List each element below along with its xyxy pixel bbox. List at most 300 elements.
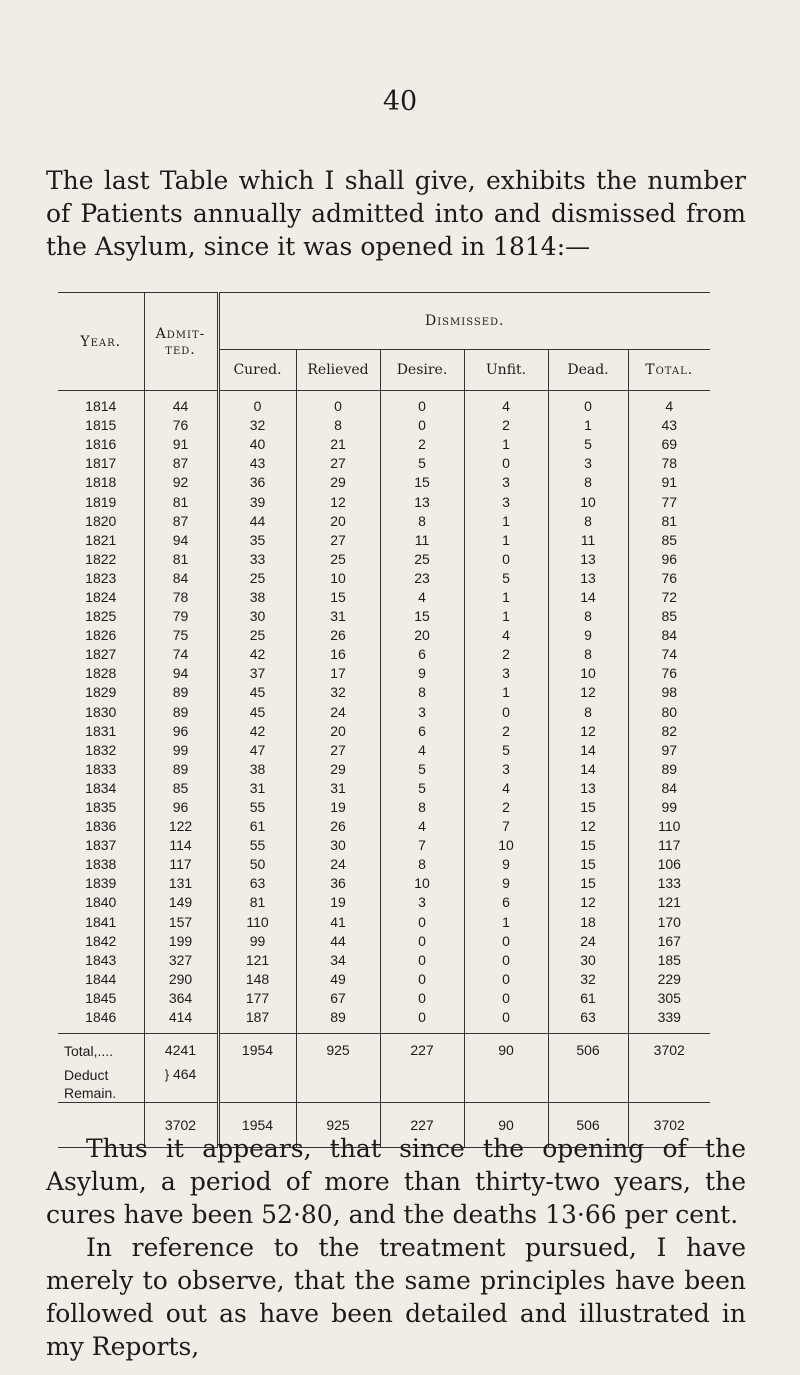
cell-relieved: 27 xyxy=(296,454,380,473)
cell-cured: 0 xyxy=(218,391,296,417)
cell-admitted: 122 xyxy=(144,817,218,836)
cell-total: 82 xyxy=(661,722,678,739)
cell-relieved: 0 xyxy=(296,391,380,417)
cell-year: 1846 xyxy=(58,1008,144,1034)
cell-dead: 8 xyxy=(548,703,628,722)
cell-cured: 33 xyxy=(218,550,296,569)
cell-unfit: 1 xyxy=(464,512,548,531)
table-row xyxy=(58,760,710,779)
cell-admitted: 75 xyxy=(144,626,218,645)
header-dead: Dead. xyxy=(548,350,628,391)
cell-relieved: 19 xyxy=(296,798,380,817)
table-row xyxy=(58,779,710,798)
cell-year: 1837 xyxy=(58,836,144,855)
cell-total: 106 xyxy=(657,856,681,873)
table-row xyxy=(58,626,710,645)
cell-dead: 14 xyxy=(548,741,628,760)
cell-dead: 13 xyxy=(548,550,628,569)
cell-desire: 7 xyxy=(380,836,464,855)
cell-unfit: 0 xyxy=(464,1008,548,1034)
totals-desire: 227 xyxy=(380,1034,464,1103)
totals-label: Total,.... xyxy=(58,1034,144,1065)
cell-cured: 61 xyxy=(218,817,296,836)
cell-unfit: 1 xyxy=(464,435,548,454)
cell-year: 1825 xyxy=(58,607,144,626)
cell-year: 1835 xyxy=(58,798,144,817)
cell-total: 96 xyxy=(661,550,678,567)
cell-unfit: 4 xyxy=(464,779,548,798)
cell-relieved: 89 xyxy=(296,1008,380,1034)
cell-relieved: 32 xyxy=(296,683,380,702)
cell-dead: 61 xyxy=(548,989,628,1008)
cell-cured: 45 xyxy=(218,703,296,722)
cell-cured: 25 xyxy=(218,569,296,588)
cell-unfit: 1 xyxy=(464,913,548,932)
cell-year: 1844 xyxy=(58,970,144,989)
page-number: 40 xyxy=(382,86,418,117)
final-desire: 227 xyxy=(380,1103,464,1148)
cell-year: 1840 xyxy=(58,893,144,912)
cell-admitted: 117 xyxy=(144,855,218,874)
table-row xyxy=(58,722,710,741)
cell-unfit: 2 xyxy=(464,722,548,741)
conclusion-text xyxy=(46,1132,746,1363)
cell-total: 80 xyxy=(661,703,678,720)
table-row xyxy=(58,550,710,569)
table-row xyxy=(58,798,710,817)
cell-year: 1829 xyxy=(58,683,144,702)
cell-total: 76 xyxy=(661,665,678,682)
table-row xyxy=(58,836,710,855)
cell-unfit: 6 xyxy=(464,893,548,912)
cell-admitted: 89 xyxy=(144,683,218,702)
cell-relieved: 44 xyxy=(296,932,380,951)
table-row xyxy=(58,970,710,989)
cell-desire: 13 xyxy=(380,492,464,511)
cell-relieved: 67 xyxy=(296,989,380,1008)
cell-desire: 0 xyxy=(380,416,464,435)
cell-unfit: 2 xyxy=(464,645,548,664)
cell-year: 1836 xyxy=(58,817,144,836)
cell-dead: 15 xyxy=(548,836,628,855)
cell-year: 1834 xyxy=(58,779,144,798)
cell-total: 91 xyxy=(661,474,678,491)
cell-cured: 55 xyxy=(218,798,296,817)
cell-total: 84 xyxy=(661,627,678,644)
cell-year: 1818 xyxy=(58,473,144,492)
cell-unfit: 5 xyxy=(464,741,548,760)
cell-dead: 12 xyxy=(548,817,628,836)
final-cured: 1954 xyxy=(218,1103,296,1148)
cell-unfit: 1 xyxy=(464,588,548,607)
cell-desire: 15 xyxy=(380,473,464,492)
cell-admitted: 99 xyxy=(144,741,218,760)
cell-relieved: 21 xyxy=(296,435,380,454)
cell-year: 1833 xyxy=(58,760,144,779)
cell-year: 1838 xyxy=(58,855,144,874)
cell-relieved: 16 xyxy=(296,645,380,664)
cell-admitted: 149 xyxy=(144,893,218,912)
cell-dead: 8 xyxy=(548,473,628,492)
cell-year: 1824 xyxy=(58,588,144,607)
cell-relieved: 8 xyxy=(296,416,380,435)
cell-dead: 1 xyxy=(548,416,628,435)
cell-relieved: 19 xyxy=(296,893,380,912)
header-year: Year. xyxy=(58,293,144,391)
cell-admitted: 96 xyxy=(144,798,218,817)
cell-cured: 99 xyxy=(218,932,296,951)
cell-desire: 4 xyxy=(380,741,464,760)
cell-dead: 14 xyxy=(548,588,628,607)
cell-admitted: 74 xyxy=(144,645,218,664)
cell-unfit: 2 xyxy=(464,798,548,817)
cell-dead: 15 xyxy=(548,874,628,893)
brace-icon: } xyxy=(164,1067,170,1083)
header-admitted: Admit-ted. xyxy=(144,293,218,391)
cell-desire: 5 xyxy=(380,454,464,473)
cell-unfit: 3 xyxy=(464,760,548,779)
header-unfit: Unfit. xyxy=(464,350,548,391)
cell-year: 1817 xyxy=(58,454,144,473)
cell-total: 133 xyxy=(657,875,681,892)
cell-cured: 42 xyxy=(218,645,296,664)
cell-admitted: 44 xyxy=(144,391,218,417)
final-admitted: 3702 xyxy=(144,1103,218,1148)
cell-relieved: 49 xyxy=(296,970,380,989)
cell-dead: 12 xyxy=(548,893,628,912)
cell-dead: 10 xyxy=(548,664,628,683)
cell-dead: 10 xyxy=(548,492,628,511)
cell-admitted: 199 xyxy=(144,932,218,951)
table-body xyxy=(58,391,710,1034)
cell-dead: 32 xyxy=(548,970,628,989)
header-cured: Cured. xyxy=(218,350,296,391)
cell-year: 1845 xyxy=(58,989,144,1008)
cell-year: 1823 xyxy=(58,569,144,588)
cell-year: 1820 xyxy=(58,512,144,531)
cell-admitted: 89 xyxy=(144,703,218,722)
cell-relieved: 24 xyxy=(296,703,380,722)
cell-unfit: 4 xyxy=(464,626,548,645)
conclusion-paragraph-2: In reference to the treatment pursued, I have merely to observe, that the same principles have been followed out as have been detailed and illustrated in my Reports, xyxy=(46,1233,746,1361)
cell-desire: 8 xyxy=(380,798,464,817)
table-row xyxy=(58,454,710,473)
cell-desire: 23 xyxy=(380,569,464,588)
final-dead: 506 xyxy=(548,1103,628,1148)
cell-total: 89 xyxy=(661,760,678,777)
cell-desire: 0 xyxy=(380,913,464,932)
cell-relieved: 27 xyxy=(296,741,380,760)
cell-year: 1827 xyxy=(58,645,144,664)
cell-desire: 11 xyxy=(380,531,464,550)
cell-total: 339 xyxy=(657,1009,681,1026)
cell-cured: 45 xyxy=(218,683,296,702)
cell-dead: 24 xyxy=(548,932,628,951)
cell-total: 117 xyxy=(658,837,681,854)
cell-admitted: 81 xyxy=(144,550,218,569)
cell-cured: 177 xyxy=(218,989,296,1008)
cell-dead: 5 xyxy=(548,435,628,454)
cell-unfit: 4 xyxy=(464,391,548,417)
totals-cured: 1954 xyxy=(218,1034,296,1103)
cell-unfit: 5 xyxy=(464,569,548,588)
table-row xyxy=(58,874,710,893)
cell-cured: 31 xyxy=(218,779,296,798)
table-row xyxy=(58,391,710,417)
cell-unfit: 0 xyxy=(464,970,548,989)
final-relieved: 925 xyxy=(296,1103,380,1148)
cell-dead: 12 xyxy=(548,683,628,702)
header-relieved: Relieved xyxy=(296,350,380,391)
cell-admitted: 87 xyxy=(144,512,218,531)
cell-dead: 8 xyxy=(548,512,628,531)
cell-unfit: 2 xyxy=(464,416,548,435)
cell-dead: 14 xyxy=(548,760,628,779)
deduct-value: 464 xyxy=(172,1066,197,1083)
final-total: 3702 xyxy=(628,1103,710,1148)
header-desire: Desire. xyxy=(380,350,464,391)
cell-unfit: 0 xyxy=(464,550,548,569)
table-row xyxy=(58,951,710,970)
cell-admitted: 87 xyxy=(144,454,218,473)
deduct-label: Deduct Remain. xyxy=(58,1064,144,1103)
cell-desire: 0 xyxy=(380,951,464,970)
cell-dead: 12 xyxy=(548,722,628,741)
cell-total: 98 xyxy=(661,684,678,701)
cell-total: 185 xyxy=(657,951,681,968)
table-row xyxy=(58,1008,710,1034)
cell-unfit: 1 xyxy=(464,531,548,550)
cell-total: 85 xyxy=(661,531,678,548)
cell-cured: 55 xyxy=(218,836,296,855)
cell-relieved: 26 xyxy=(296,817,380,836)
cell-desire: 0 xyxy=(380,391,464,417)
cell-cured: 44 xyxy=(218,512,296,531)
header-dismissed: Dismissed. xyxy=(218,293,710,350)
table-row xyxy=(58,664,710,683)
cell-desire: 3 xyxy=(380,703,464,722)
table-row xyxy=(58,741,710,760)
cell-desire: 2 xyxy=(380,435,464,454)
cell-cured: 81 xyxy=(218,893,296,912)
admissions-table-container xyxy=(58,292,710,1148)
table-row xyxy=(58,607,710,626)
cell-relieved: 17 xyxy=(296,664,380,683)
admissions-dismissals-table xyxy=(58,292,710,1148)
cell-desire: 5 xyxy=(380,760,464,779)
cell-admitted: 91 xyxy=(144,435,218,454)
cell-dead: 11 xyxy=(548,531,628,550)
totals-dead: 506 xyxy=(548,1034,628,1103)
cell-desire: 0 xyxy=(380,989,464,1008)
cell-cured: 38 xyxy=(218,588,296,607)
cell-relieved: 24 xyxy=(296,855,380,874)
cell-dead: 3 xyxy=(548,454,628,473)
cell-dead: 9 xyxy=(548,626,628,645)
cell-dead: 63 xyxy=(548,1008,628,1034)
cell-desire: 10 xyxy=(380,874,464,893)
cell-admitted: 92 xyxy=(144,473,218,492)
cell-year: 1843 xyxy=(58,951,144,970)
cell-relieved: 27 xyxy=(296,531,380,550)
cell-desire: 25 xyxy=(380,550,464,569)
cell-admitted: 78 xyxy=(144,588,218,607)
cell-cured: 38 xyxy=(218,760,296,779)
cell-desire: 4 xyxy=(380,817,464,836)
cell-relieved: 41 xyxy=(296,913,380,932)
table-row xyxy=(58,435,710,454)
cell-year: 1822 xyxy=(58,550,144,569)
cell-year: 1830 xyxy=(58,703,144,722)
conclusion-paragraph-1: Thus it appears, that since the opening of the Asylum, a period of more than thirty-two years, the cures have been 52·80, and the deaths 13·66 per cent. xyxy=(46,1134,746,1229)
cell-total: 170 xyxy=(657,913,681,930)
table-row xyxy=(58,703,710,722)
cell-unfit: 9 xyxy=(464,855,548,874)
cell-year: 1842 xyxy=(58,932,144,951)
cell-dead: 15 xyxy=(548,798,628,817)
cell-year: 1841 xyxy=(58,913,144,932)
cell-cured: 110 xyxy=(218,913,296,932)
table-row xyxy=(58,855,710,874)
cell-total: 229 xyxy=(657,970,681,987)
cell-relieved: 31 xyxy=(296,779,380,798)
cell-cured: 47 xyxy=(218,741,296,760)
cell-dead: 15 xyxy=(548,855,628,874)
table-row xyxy=(58,932,710,951)
cell-cured: 32 xyxy=(218,416,296,435)
cell-total: 110 xyxy=(658,818,681,835)
deduct-value-cell xyxy=(144,1064,218,1103)
cell-relieved: 12 xyxy=(296,492,380,511)
cell-unfit: 0 xyxy=(464,454,548,473)
cell-unfit: 10 xyxy=(464,836,548,855)
cell-desire: 3 xyxy=(380,893,464,912)
cell-unfit: 0 xyxy=(464,989,548,1008)
table-row xyxy=(58,588,710,607)
cell-admitted: 290 xyxy=(144,970,218,989)
cell-cured: 39 xyxy=(218,492,296,511)
cell-cured: 43 xyxy=(218,454,296,473)
cell-unfit: 1 xyxy=(464,607,548,626)
cell-admitted: 96 xyxy=(144,722,218,741)
cell-desire: 4 xyxy=(380,588,464,607)
table-row xyxy=(58,492,710,511)
cell-year: 1832 xyxy=(58,741,144,760)
cell-relieved: 20 xyxy=(296,512,380,531)
table-row xyxy=(58,416,710,435)
cell-total: 99 xyxy=(661,799,678,816)
cell-total: 85 xyxy=(661,608,678,625)
cell-desire: 8 xyxy=(380,683,464,702)
cell-unfit: 0 xyxy=(464,951,548,970)
cell-relieved: 34 xyxy=(296,951,380,970)
cell-year: 1816 xyxy=(58,435,144,454)
cell-desire: 15 xyxy=(380,607,464,626)
cell-dead: 0 xyxy=(548,391,628,417)
cell-desire: 8 xyxy=(380,855,464,874)
table-row xyxy=(58,569,710,588)
cell-year: 1839 xyxy=(58,874,144,893)
cell-admitted: 114 xyxy=(144,836,218,855)
cell-total: 77 xyxy=(661,493,678,510)
cell-year: 1826 xyxy=(58,626,144,645)
cell-admitted: 157 xyxy=(144,913,218,932)
cell-cured: 35 xyxy=(218,531,296,550)
cell-cured: 42 xyxy=(218,722,296,741)
cell-dead: 8 xyxy=(548,645,628,664)
totals-unfit: 90 xyxy=(464,1034,548,1103)
table-row xyxy=(58,913,710,932)
cell-dead: 30 xyxy=(548,951,628,970)
cell-desire: 0 xyxy=(380,932,464,951)
cell-admitted: 76 xyxy=(144,416,218,435)
table-row xyxy=(58,531,710,550)
table-row xyxy=(58,893,710,912)
header-total: Total. xyxy=(628,350,710,391)
cell-year: 1831 xyxy=(58,722,144,741)
table-row xyxy=(58,683,710,702)
totals-admitted: 4241 xyxy=(144,1034,218,1065)
table-row xyxy=(58,512,710,531)
cell-total: 76 xyxy=(661,569,678,586)
cell-total: 97 xyxy=(661,741,678,758)
cell-unfit: 9 xyxy=(464,874,548,893)
cell-desire: 8 xyxy=(380,512,464,531)
cell-total: 121 xyxy=(657,894,681,911)
table-row xyxy=(58,989,710,1008)
cell-total: 4 xyxy=(665,398,674,415)
cell-dead: 13 xyxy=(548,569,628,588)
cell-admitted: 81 xyxy=(144,492,218,511)
cell-year: 1821 xyxy=(58,531,144,550)
cell-admitted: 84 xyxy=(144,569,218,588)
cell-total: 84 xyxy=(661,779,678,796)
cell-admitted: 364 xyxy=(144,989,218,1008)
cell-desire: 0 xyxy=(380,970,464,989)
cell-desire: 5 xyxy=(380,779,464,798)
cell-relieved: 31 xyxy=(296,607,380,626)
cell-admitted: 131 xyxy=(144,874,218,893)
cell-relieved: 25 xyxy=(296,550,380,569)
cell-relieved: 29 xyxy=(296,760,380,779)
cell-unfit: 0 xyxy=(464,703,548,722)
cell-dead: 13 xyxy=(548,779,628,798)
cell-admitted: 79 xyxy=(144,607,218,626)
cell-year: 1815 xyxy=(58,416,144,435)
cell-desire: 6 xyxy=(380,645,464,664)
cell-total: 69 xyxy=(661,436,678,453)
final-unfit: 90 xyxy=(464,1103,548,1148)
cell-unfit: 3 xyxy=(464,664,548,683)
cell-desire: 0 xyxy=(380,1008,464,1034)
cell-relieved: 29 xyxy=(296,473,380,492)
totals-total: 3702 xyxy=(628,1034,710,1103)
cell-relieved: 10 xyxy=(296,569,380,588)
cell-relieved: 15 xyxy=(296,588,380,607)
cell-dead: 8 xyxy=(548,607,628,626)
cell-desire: 20 xyxy=(380,626,464,645)
cell-total: 78 xyxy=(661,455,678,472)
intro-paragraph: The last Table which I shall give, exhibits the number of Patients annually admitted into and dismissed from the Asylum, since it was opened in 1814:— xyxy=(46,166,746,261)
cell-admitted: 94 xyxy=(144,531,218,550)
cell-total: 81 xyxy=(661,512,678,529)
cell-admitted: 327 xyxy=(144,951,218,970)
cell-relieved: 26 xyxy=(296,626,380,645)
cell-dead: 18 xyxy=(548,913,628,932)
cell-relieved: 30 xyxy=(296,836,380,855)
cell-total: 72 xyxy=(661,588,678,605)
cell-total: 74 xyxy=(661,646,678,663)
